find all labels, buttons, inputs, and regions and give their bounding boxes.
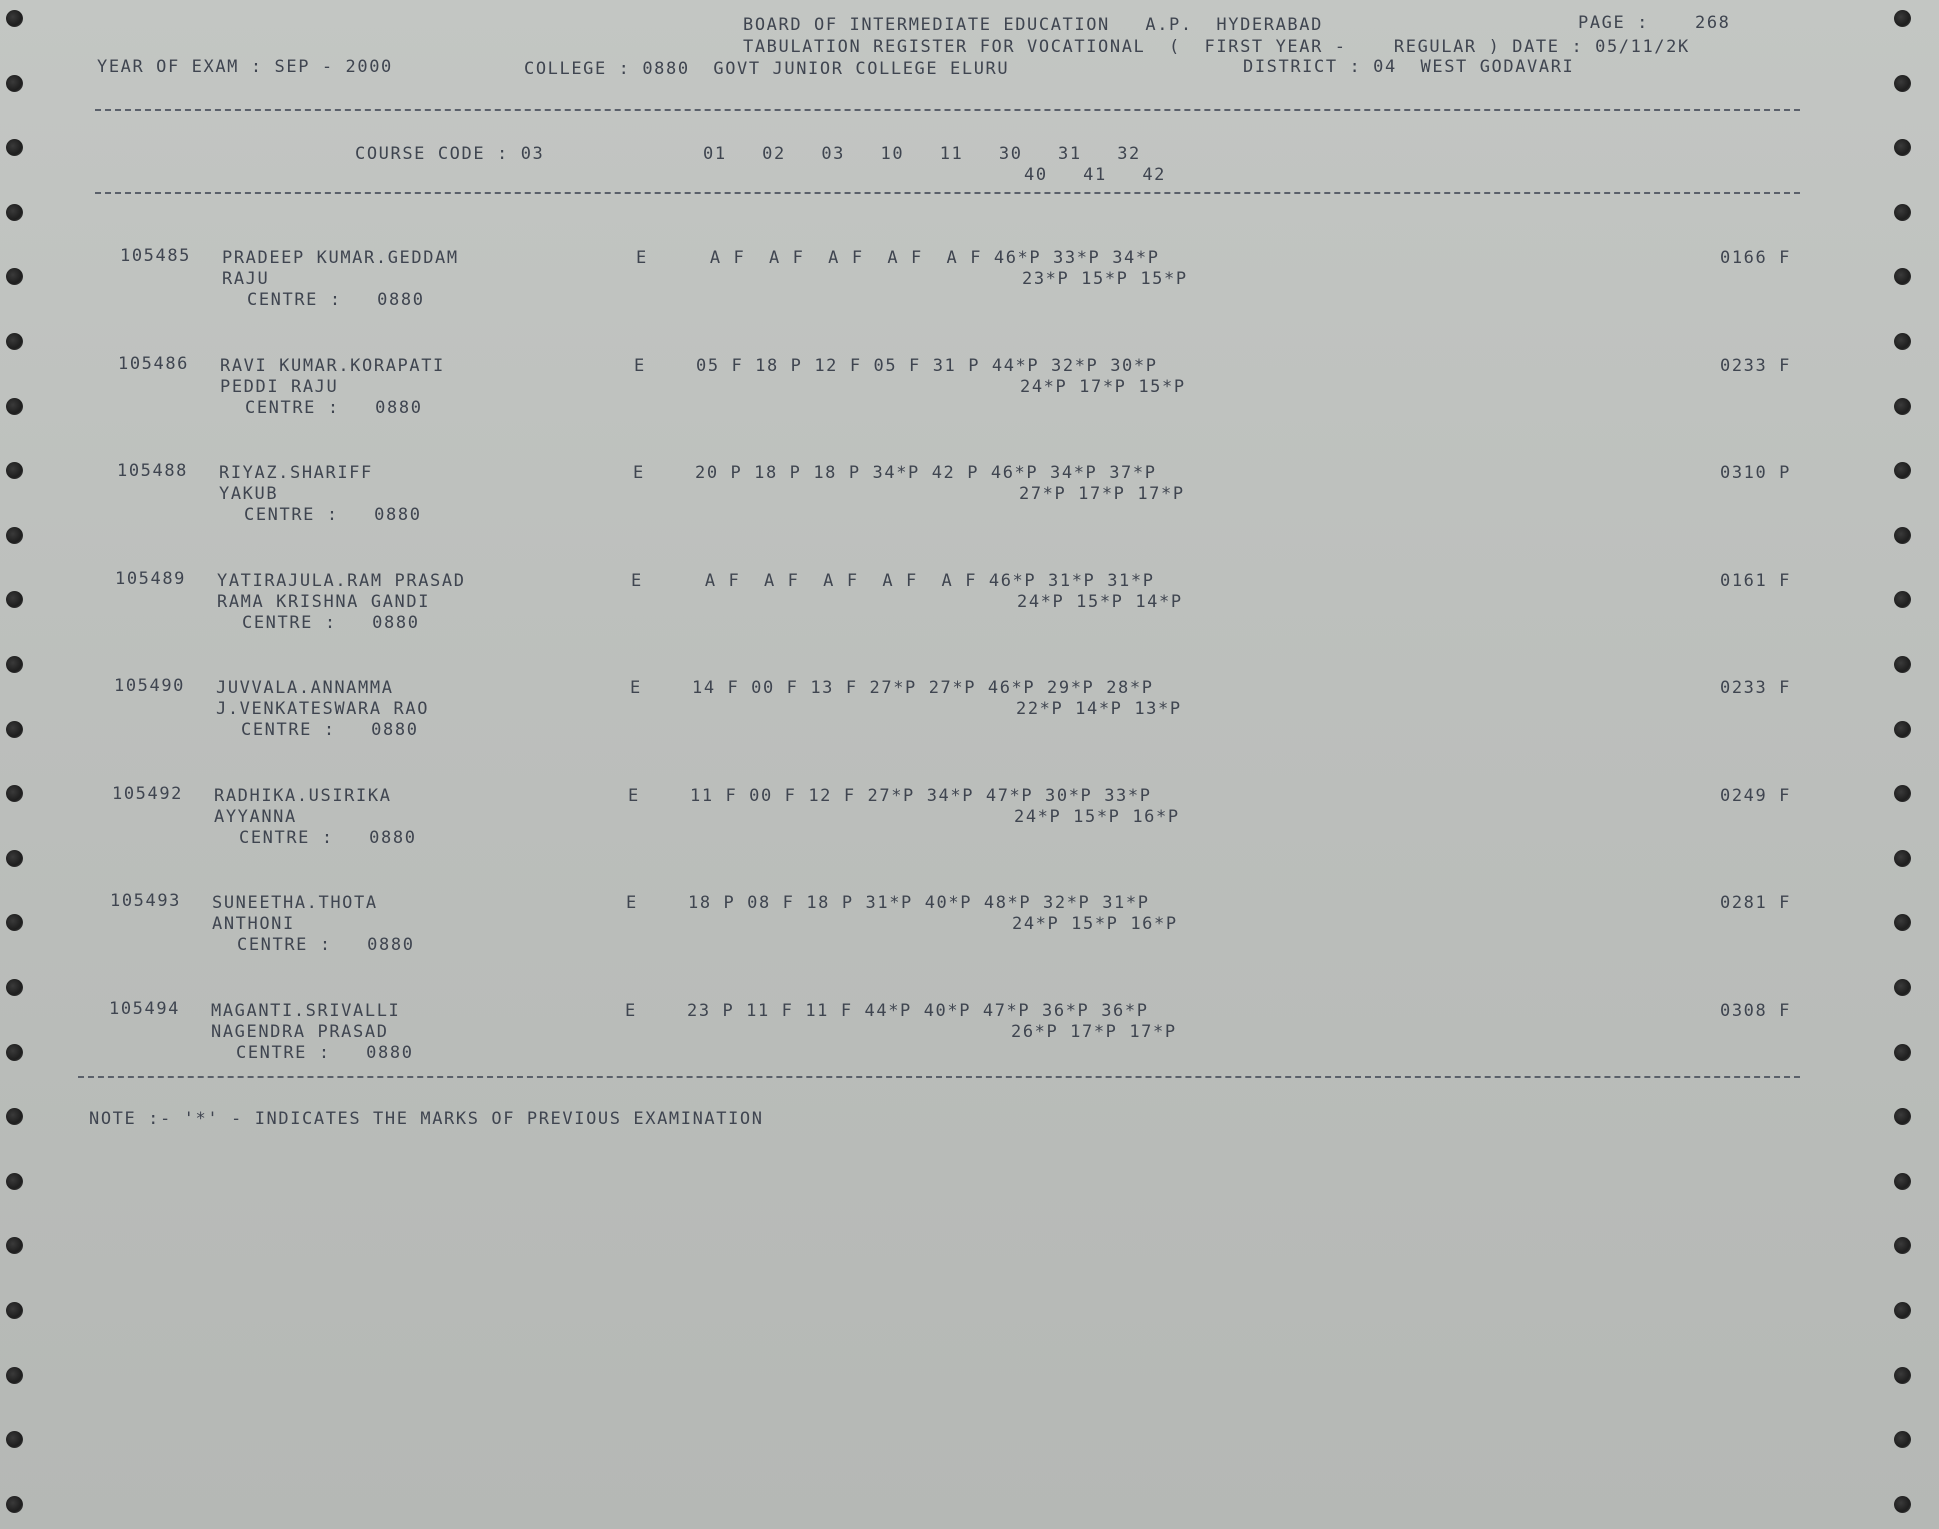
student-record: [0, 354, 1939, 464]
marks-line1: 11 F 00 F 12 F 27*P 34*P 47*P 30*P 33*P: [690, 785, 1152, 806]
feed-hole: [1894, 1237, 1911, 1254]
medium-code: E: [626, 893, 638, 913]
marks-line2: 24*P 17*P 15*P: [1020, 376, 1186, 397]
feed-hole: [1894, 1496, 1911, 1513]
hall-ticket-number: 105488: [117, 461, 189, 481]
feed-hole: [1894, 75, 1911, 92]
student-name-line1: RADHIKA.USIRIKA: [214, 785, 392, 806]
student-record: [0, 461, 1939, 571]
subject-codes-row1: 01 02 03 10 11 30 31 32: [703, 144, 1141, 164]
header-divider: [95, 109, 1800, 111]
feed-hole: [1894, 1367, 1911, 1384]
feed-hole: [1894, 1173, 1911, 1190]
feed-hole: [6, 139, 23, 156]
total-and-result: 0161 F: [1720, 570, 1792, 591]
feed-hole: [1894, 139, 1911, 156]
course-code: COURSE CODE : 03: [355, 144, 545, 164]
marks-line1: 20 P 18 P 18 P 34*P 42 P 46*P 34*P 37*P: [695, 463, 1157, 483]
marks-line1: 18 P 08 F 18 P 31*P 40*P 48*P 32*P 31*P: [688, 893, 1150, 913]
feed-hole: [6, 1108, 23, 1125]
medium-code: E: [636, 248, 648, 268]
marks-line1: 14 F 00 F 13 F 27*P 27*P 46*P 29*P 28*P: [692, 678, 1154, 698]
board-title: BOARD OF INTERMEDIATE EDUCATION A.P. HYDERABAD: [743, 15, 1323, 35]
hall-ticket-number: 105492: [112, 783, 184, 804]
marks-line1: 23 P 11 F 11 F 44*P 40*P 47*P 36*P 36*P: [687, 1000, 1149, 1021]
student-name-line1: MAGANTI.SRIVALLI: [211, 1000, 401, 1021]
feed-hole: [1894, 1108, 1911, 1125]
total-and-result: 0310 P: [1720, 463, 1792, 483]
college-info: COLLEGE : 0880 GOVT JUNIOR COLLEGE ELURU: [524, 59, 1010, 79]
exam-centre: CENTRE : 0880: [247, 290, 425, 310]
feed-hole: [1894, 204, 1911, 221]
feed-hole: [6, 1237, 23, 1254]
exam-centre: CENTRE : 0880: [241, 720, 419, 740]
marks-line1: 05 F 18 P 12 F 05 F 31 P 44*P 32*P 30*P: [696, 355, 1158, 376]
total-and-result: 0249 F: [1720, 785, 1792, 806]
hall-ticket-number: 105486: [118, 353, 190, 374]
feed-hole: [6, 1173, 23, 1190]
medium-code: E: [630, 678, 642, 698]
footer-divider: [78, 1076, 1800, 1078]
total-and-result: 0233 F: [1720, 678, 1792, 698]
marks-line2: 23*P 15*P 15*P: [1022, 269, 1188, 289]
marks-line1: A F A F A F A F A F 46*P 31*P 31*P: [693, 570, 1155, 591]
exam-centre: CENTRE : 0880: [239, 827, 417, 848]
student-record: [0, 784, 1939, 894]
student-record: [0, 891, 1939, 1001]
feed-hole: [6, 10, 23, 27]
marks-line2: 24*P 15*P 16*P: [1012, 914, 1178, 934]
student-name-line2: ANTHONI: [212, 914, 295, 934]
medium-code: E: [628, 785, 640, 806]
medium-code: E: [634, 355, 646, 376]
student-record: [0, 246, 1939, 356]
feed-hole: [1894, 1431, 1911, 1448]
student-name-line1: RAVI KUMAR.KORAPATI: [220, 355, 445, 376]
student-name-line1: YATIRAJULA.RAM PRASAD: [217, 570, 466, 591]
feed-hole: [6, 75, 23, 92]
column-header-divider: [95, 192, 1800, 194]
student-record: [0, 569, 1939, 679]
medium-code: E: [631, 570, 643, 591]
footnote: NOTE :- '*' - INDICATES THE MARKS OF PREVIOUS EXAMINATION: [89, 1109, 764, 1129]
student-name-line1: SUNEETHA.THOTA: [212, 893, 378, 913]
student-name-line2: RAMA KRISHNA GANDI: [217, 591, 431, 612]
total-and-result: 0308 F: [1720, 1000, 1792, 1021]
hall-ticket-number: 105490: [114, 676, 186, 696]
total-and-result: 0233 F: [1720, 355, 1792, 376]
year-of-exam: YEAR OF EXAM : SEP - 2000: [97, 57, 393, 77]
marks-line2: 27*P 17*P 17*P: [1019, 484, 1185, 504]
feed-hole: [6, 204, 23, 221]
student-name-line1: RIYAZ.SHARIFF: [219, 463, 373, 483]
district-info: DISTRICT : 04 WEST GODAVARI: [1243, 57, 1575, 77]
student-name-line1: JUVVALA.ANNAMMA: [216, 678, 394, 698]
feed-hole: [6, 1431, 23, 1448]
feed-hole: [6, 1367, 23, 1384]
exam-centre: CENTRE : 0880: [244, 505, 422, 525]
register-title: TABULATION REGISTER FOR VOCATIONAL ( FIRST YEAR - REGULAR ) DATE : 05/11/2K: [743, 37, 1690, 57]
marks-line1: A F A F A F A F A F 46*P 33*P 34*P: [698, 248, 1160, 268]
hall-ticket-number: 105485: [120, 246, 192, 266]
student-name-line2: YAKUB: [219, 484, 279, 504]
student-name-line1: PRADEEP KUMAR.GEDDAM: [222, 248, 459, 268]
student-name-line2: AYYANNA: [214, 806, 297, 827]
student-record: [0, 999, 1939, 1109]
total-and-result: 0166 F: [1720, 248, 1792, 268]
page-number: 268: [1695, 13, 1731, 33]
marks-line2: 22*P 14*P 13*P: [1016, 699, 1182, 719]
exam-centre: CENTRE : 0880: [242, 612, 420, 633]
hall-ticket-number: 105493: [110, 891, 182, 911]
feed-hole: [1894, 10, 1911, 27]
exam-centre: CENTRE : 0880: [236, 1042, 414, 1063]
feed-hole: [1894, 1302, 1911, 1319]
marks-line2: 24*P 15*P 16*P: [1014, 806, 1180, 827]
student-name-line2: PEDDI RAJU: [220, 376, 339, 397]
marks-line2: 24*P 15*P 14*P: [1017, 591, 1183, 612]
student-name-line2: RAJU: [222, 269, 270, 289]
total-and-result: 0281 F: [1720, 893, 1792, 913]
feed-hole: [6, 1496, 23, 1513]
feed-hole: [6, 1302, 23, 1319]
marks-line2: 26*P 17*P 17*P: [1011, 1021, 1177, 1042]
hall-ticket-number: 105489: [115, 568, 187, 589]
student-name-line2: J.VENKATESWARA RAO: [216, 699, 430, 719]
medium-code: E: [633, 463, 645, 483]
medium-code: E: [625, 1000, 637, 1021]
exam-centre: CENTRE : 0880: [245, 397, 423, 418]
student-name-line2: NAGENDRA PRASAD: [211, 1021, 389, 1042]
page-label: PAGE :: [1578, 13, 1650, 33]
subject-codes-row2: 40 41 42: [1024, 165, 1167, 185]
exam-centre: CENTRE : 0880: [237, 935, 415, 955]
hall-ticket-number: 105494: [109, 998, 181, 1019]
student-record: [0, 676, 1939, 786]
